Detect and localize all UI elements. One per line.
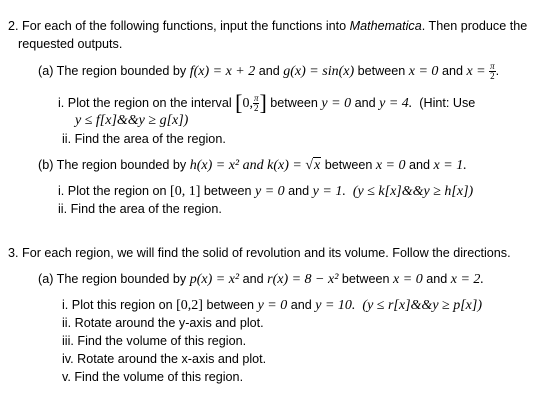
mathematica-name: Mathematica [349, 19, 422, 33]
q2-intro-line1: 2. For each of the following functions, input the functions into Mathematica. Then produce the [8, 19, 528, 33]
sqrt-x: √x [305, 158, 321, 173]
q3-intro: 3. For each region, we will find the solid of revolution and its volume. Follow the directions. [8, 246, 511, 260]
h-k-definition: h(x) = x² and k(x) = [189, 158, 302, 173]
q2b-part-i: i. Plot the region on [0, 1] between y = 0 and y = 1. (y ≤ k[x]&&y ≥ h[x]) [58, 184, 474, 199]
q3a-part-i: i. Plot this region on [0,2] between y = 0 and y = 10. (y ≤ r[x]&&y ≥ p[x]) [62, 298, 482, 313]
f-definition: f(x) = x + 2 [189, 63, 256, 79]
g-definition: g(x) = sin(x) [283, 63, 355, 79]
q3a-part-ii: ii. Rotate around the y-axis and plot. [62, 316, 264, 330]
pi-over-2-interval: $\frac{\pi}{2}$ [253, 93, 259, 113]
q3a-part-iv: iv. Rotate around the x-axis and plot. [62, 352, 267, 366]
p-definition: p(x) = x² [189, 272, 240, 287]
q2b-statement: (b) The region bounded by h(x) = x² and k(x) = √x between x = 0 and x = 1. [38, 158, 467, 173]
q2b-part-ii: ii. Find the area of the region. [58, 202, 222, 216]
pi-over-2: $\frac{\pi}{2}$ [490, 61, 495, 81]
q2a-part-i: i. Plot the region on the interval [0, $\frac{\pi}{2}$ ] between y = 0 and y = 4. (Hint: Use [58, 89, 476, 115]
q2-intro-line2: requested outputs. [18, 37, 123, 51]
q2a-statement: (a) The region bounded by f(x) = x + 2 and g(x) = sin(x) between x = 0 and x = $\frac{\pi}{2}$ . [38, 61, 500, 81]
q3a-statement: (a) The region bounded by p(x) = x² and r(x) = 8 − x² between x = 0 and x = 2. [38, 272, 484, 287]
q2a-hint-expression: y ≤ f[x]&&y ≥ g[x]) [75, 113, 189, 128]
r-definition: r(x) = 8 − x² [267, 272, 339, 287]
q2a-part-ii: ii. Find the area of the region. [62, 132, 226, 146]
q3a-part-v: v. Find the volume of this region. [62, 370, 244, 384]
q3a-part-iii: iii. Find the volume of this region. [62, 334, 247, 348]
